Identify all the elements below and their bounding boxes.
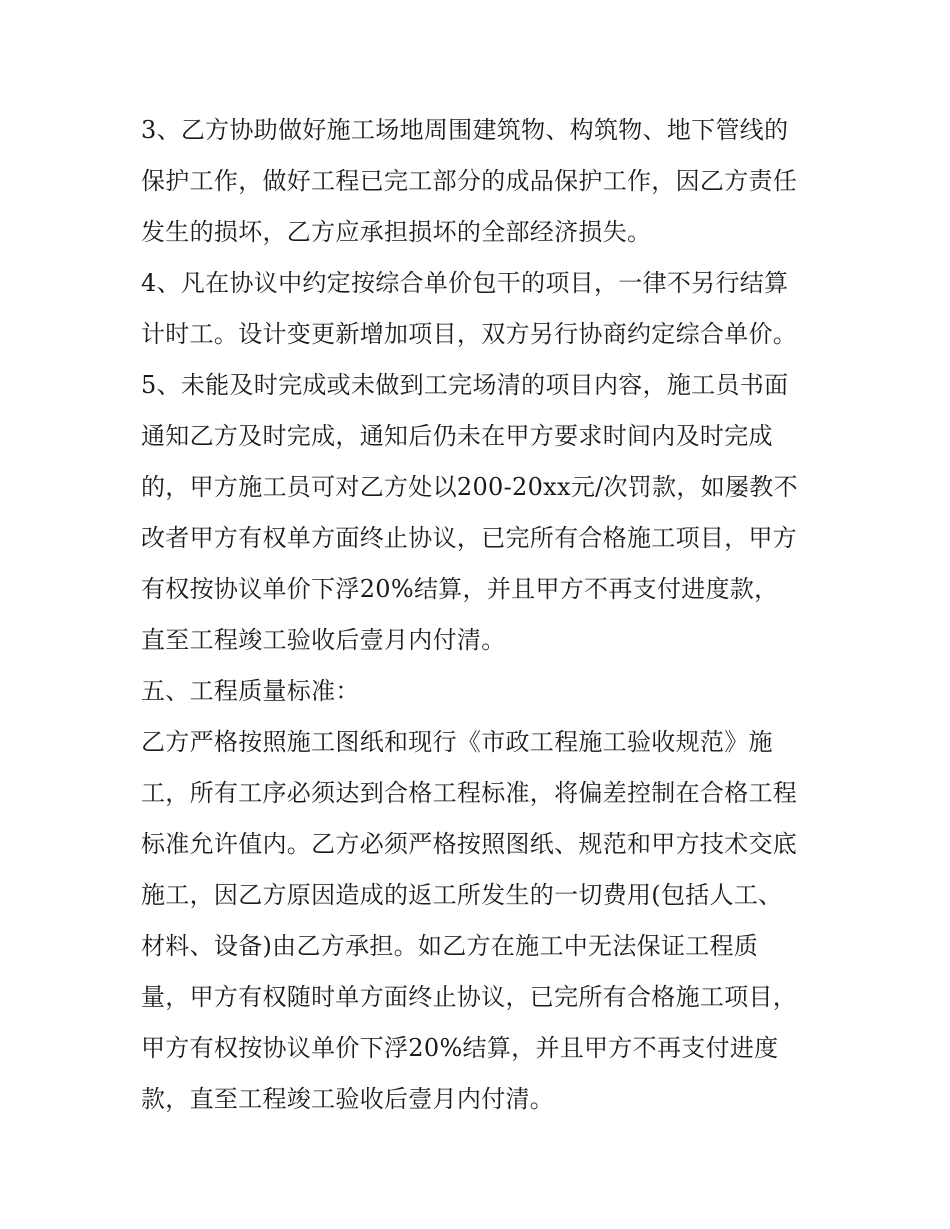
text-line: 标准允许值内。乙方必须严格按照图纸、规范和甲方技术交底	[141, 830, 798, 858]
text-line: 甲方有权按协议单价下浮20%结算，并且甲方不再支付进度	[141, 1034, 779, 1062]
text-line: 发生的损坏，乙方应承担损坏的全部经济损失。	[141, 218, 652, 246]
section-heading: 五、工程质量标准：	[141, 677, 360, 705]
text-line: 保护工作，做好工程已完工部分的成品保护工作，因乙方责任	[141, 167, 798, 195]
text-line: 乙方严格按照施工图纸和现行《市政工程施工验收规范》施	[141, 728, 773, 756]
text-line: 材料、设备)由乙方承担。如乙方在施工中无法保证工程质	[141, 932, 759, 960]
text-line: 工，所有工序必须达到合格工程标准，将偏差控制在合格工程	[141, 779, 798, 807]
text-line: 直至工程竣工验收后壹月内付清。	[141, 626, 506, 654]
text-line: 通知乙方及时完成，通知后仍未在甲方要求时间内及时完成	[141, 422, 773, 450]
text-line: 款，直至工程竣工验收后壹月内付清。	[141, 1085, 555, 1113]
text-line: 施工，因乙方原因造成的返工所发生的一切费用(包括人工、	[141, 881, 783, 909]
text-line: 5、未能及时完成或未做到工完场清的项目内容，施工员书面	[141, 371, 789, 399]
text-line: 有权按协议单价下浮20%结算，并且甲方不再支付进度款，	[141, 575, 779, 603]
text-line: 的，甲方施工员可对乙方处以200-20xx元/次罚款，如屡教不	[141, 473, 798, 501]
text-line: 量，甲方有权随时单方面终止协议，已完所有合格施工项目，	[141, 983, 798, 1011]
text-line: 计时工。设计变更新增加项目，双方另行协商约定综合单价。	[141, 320, 798, 348]
text-line: 4、凡在协议中约定按综合单价包干的项目，一律不另行结算	[141, 269, 789, 297]
text-line: 3、乙方协助做好施工场地周围建筑物、构筑物、地下管线的	[141, 116, 789, 144]
text-line: 改者甲方有权单方面终止协议，已完所有合格施工项目，甲方	[141, 524, 798, 552]
